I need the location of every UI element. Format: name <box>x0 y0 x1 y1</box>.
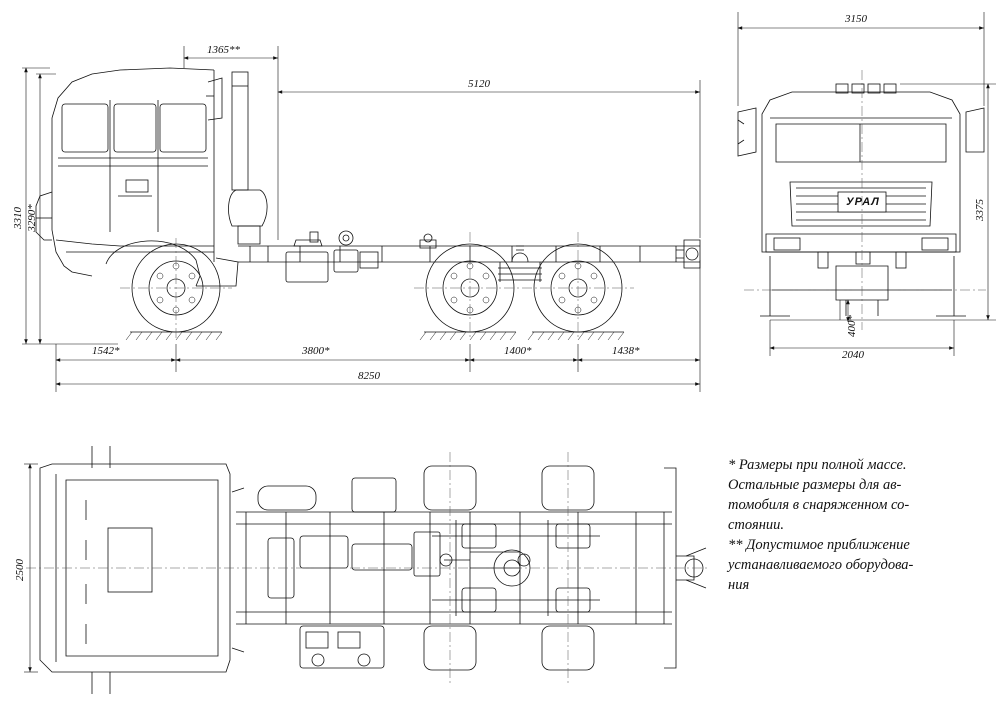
dim-ground-clearance: 400* <box>846 315 858 337</box>
dim-overhang-front-equipment: 1365** <box>207 44 240 56</box>
note-line-1: * Размеры при полной массе. <box>728 457 907 473</box>
dim-height-total: 3310 <box>12 207 24 229</box>
brand-logo-text: УРАЛ <box>846 196 880 208</box>
dim-overall-length: 8250 <box>358 370 380 382</box>
dimension-lines-front <box>738 12 996 356</box>
dim-bogie: 1400* <box>504 345 532 357</box>
note-line-4: стоянии. <box>728 517 785 533</box>
center-lines-top <box>26 452 710 686</box>
dim-wheelbase: 3800* <box>302 345 330 357</box>
dim-frame-length: 5120 <box>468 78 490 90</box>
dim-front-width: 3150 <box>845 13 867 25</box>
note-line-5: ** Допустимое приближение <box>728 537 910 553</box>
side-view-group <box>36 68 700 340</box>
dimension-lines-side <box>22 46 700 392</box>
dim-height-cab: 3290* <box>26 204 38 232</box>
note-line-6: устанавливаемого оборудова- <box>728 557 914 573</box>
dim-cab-width: 2500 <box>14 559 26 581</box>
drawing-notes <box>728 455 990 595</box>
top-view-group <box>40 446 706 694</box>
note-line-7: ния <box>728 577 750 593</box>
dim-front-overhang: 1542* <box>92 345 120 357</box>
dim-front-track: 2040 <box>842 349 864 361</box>
dim-rear-overhang: 1438* <box>612 345 640 357</box>
dim-front-height: 3375 <box>974 199 986 221</box>
note-line-3: томобиля в снаряженном со- <box>728 497 910 513</box>
note-line-2: Остальные размеры для ав- <box>728 477 902 493</box>
